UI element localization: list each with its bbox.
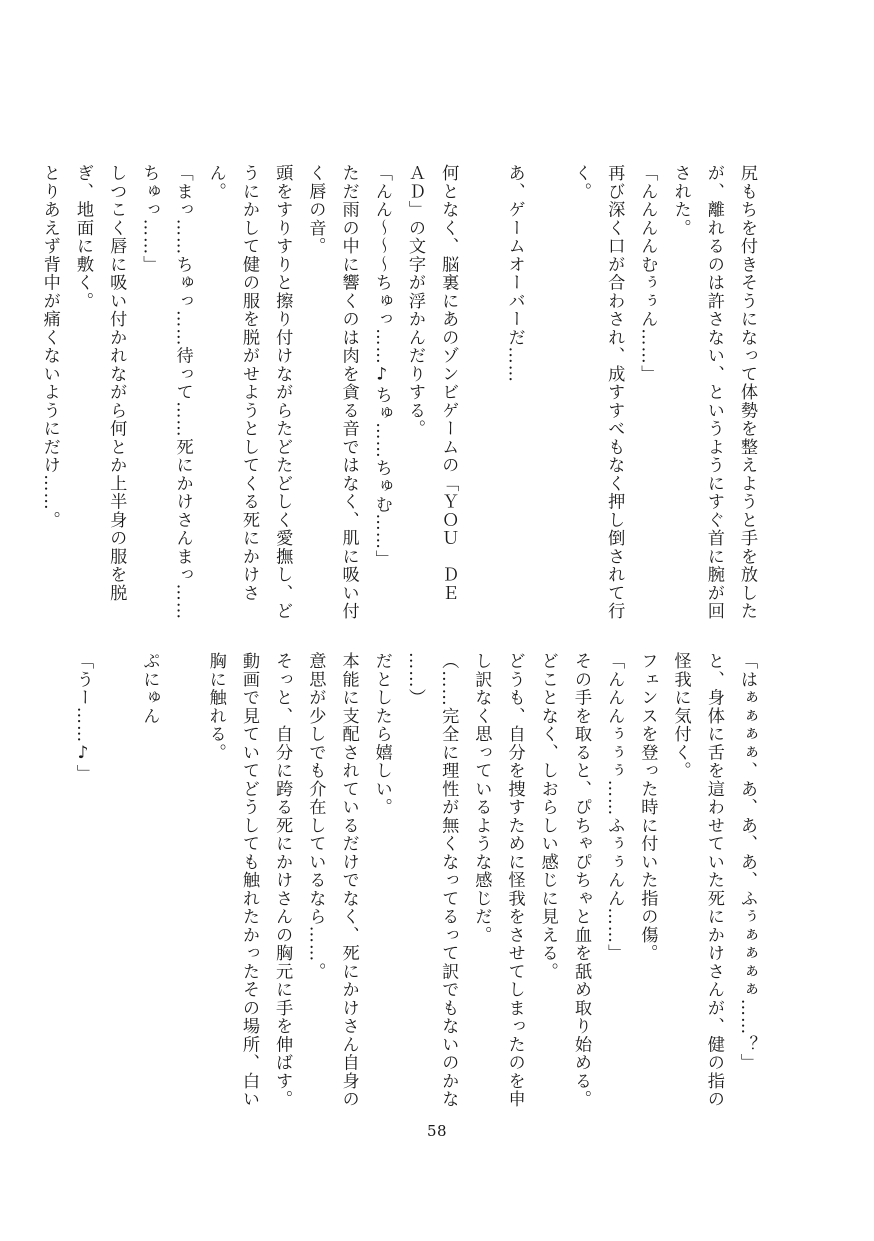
text-line: く唇の音。 xyxy=(305,164,326,256)
text-line: ん。 xyxy=(205,164,226,201)
text-line: ぎ、地面に敷く。 xyxy=(72,164,93,310)
text-line: どことなく、しおらしい感じに見える。 xyxy=(537,652,558,981)
text-line: フェンスを登った時に付いた指の傷。 xyxy=(637,652,658,963)
text-line: く。 xyxy=(570,164,591,201)
text-line: ……） xyxy=(404,652,425,707)
lower-text-block xyxy=(66,652,763,1109)
blank-line xyxy=(99,652,132,1104)
text-line: 尻もちを付きそうになって体勢を整えようと手を放した xyxy=(737,164,757,621)
blank-line xyxy=(531,164,564,604)
page-number: 58 xyxy=(426,1122,448,1140)
text-line: とりあえず背中が痛くないようにだけ……。 xyxy=(39,164,60,529)
text-line: そっと、自分に跨る死にかけさんの胸元に手を伸ばす。 xyxy=(272,652,293,1109)
text-line: 動画で見ていてどうしても触れたかったその場所、白い xyxy=(238,652,259,1109)
text-line: 怪我に気付く。 xyxy=(670,652,691,780)
text-line: ぷにゅん xyxy=(139,652,160,725)
blank-line xyxy=(165,652,198,1104)
text-line: ちゅっ……」 xyxy=(139,164,160,274)
text-line: ＡＤ」の文字が浮かんだりする。 xyxy=(405,164,425,438)
text-line: その手を取ると、ぴちゃぴちゃと血を舐め取り始める。 xyxy=(570,652,591,1109)
text-line: 本能に支配されているだけでなく、死にかけさん自身の xyxy=(338,652,359,1109)
text-line: と、身体に舌を這わせていた死にかけさんが、健の指の xyxy=(703,652,724,1109)
text-line: 「うー……♪」 xyxy=(72,652,93,783)
text-line: どうも、自分を捜すために怪我をさせてしまったのを申 xyxy=(504,652,525,1109)
text-line: し訳なく思っているような感じだ。 xyxy=(471,652,492,944)
text-line: ただ雨の中に響くのは肉を貪る音ではなく、肌に吸い付 xyxy=(338,164,359,621)
text-line: 再び深く口が合わされ、成すすべもなく押し倒されて行 xyxy=(604,164,625,621)
text-line: 頭をすりすりと擦り付けながらたどたどしく愛撫し、ど xyxy=(272,164,293,621)
text-line: 意思が少しでも介在しているなら……。 xyxy=(305,652,326,981)
upper-text-block xyxy=(33,164,763,621)
text-line: （……完全に理性が無くなってるって訳でもないのかな xyxy=(438,652,459,1109)
text-line: された。 xyxy=(670,164,691,237)
blank-line xyxy=(464,164,497,604)
text-line: 「はぁぁぁぁ、あ、あ、あ、ふぅぁぁぁぁ……？」 xyxy=(737,652,757,1072)
text-line: 「んんんぅぅぅ……ふぅぅんん……」 xyxy=(604,652,625,963)
text-line: が、離れるのは許さない、というようにすぐ首に腕が回 xyxy=(703,164,724,621)
text-line: 「んんんんむぅぅん……」 xyxy=(637,164,658,383)
text-line: 何となく、脳裏にあのゾンビゲームの「ＹＯＵ ＤＥ xyxy=(438,164,459,602)
text-line: しつこく唇に吸い付かれながら何とか上半身の服を脱 xyxy=(106,164,127,602)
text-line: 「まっ……ちゅっ……待って……死にかけさんまっ…… xyxy=(172,164,193,621)
text-line: 「んん～～～ちゅっ……♪ちゅ……ちゅむ……」 xyxy=(371,164,392,569)
text-line: うにかして健の服を脱がせようとしてくる死にかけさ xyxy=(238,164,259,602)
text-line: だとしたら嬉しい。 xyxy=(371,652,392,817)
text-line: あ、ゲームオーバーだ…… xyxy=(504,164,525,383)
text-line: 胸に触れる。 xyxy=(205,652,226,762)
